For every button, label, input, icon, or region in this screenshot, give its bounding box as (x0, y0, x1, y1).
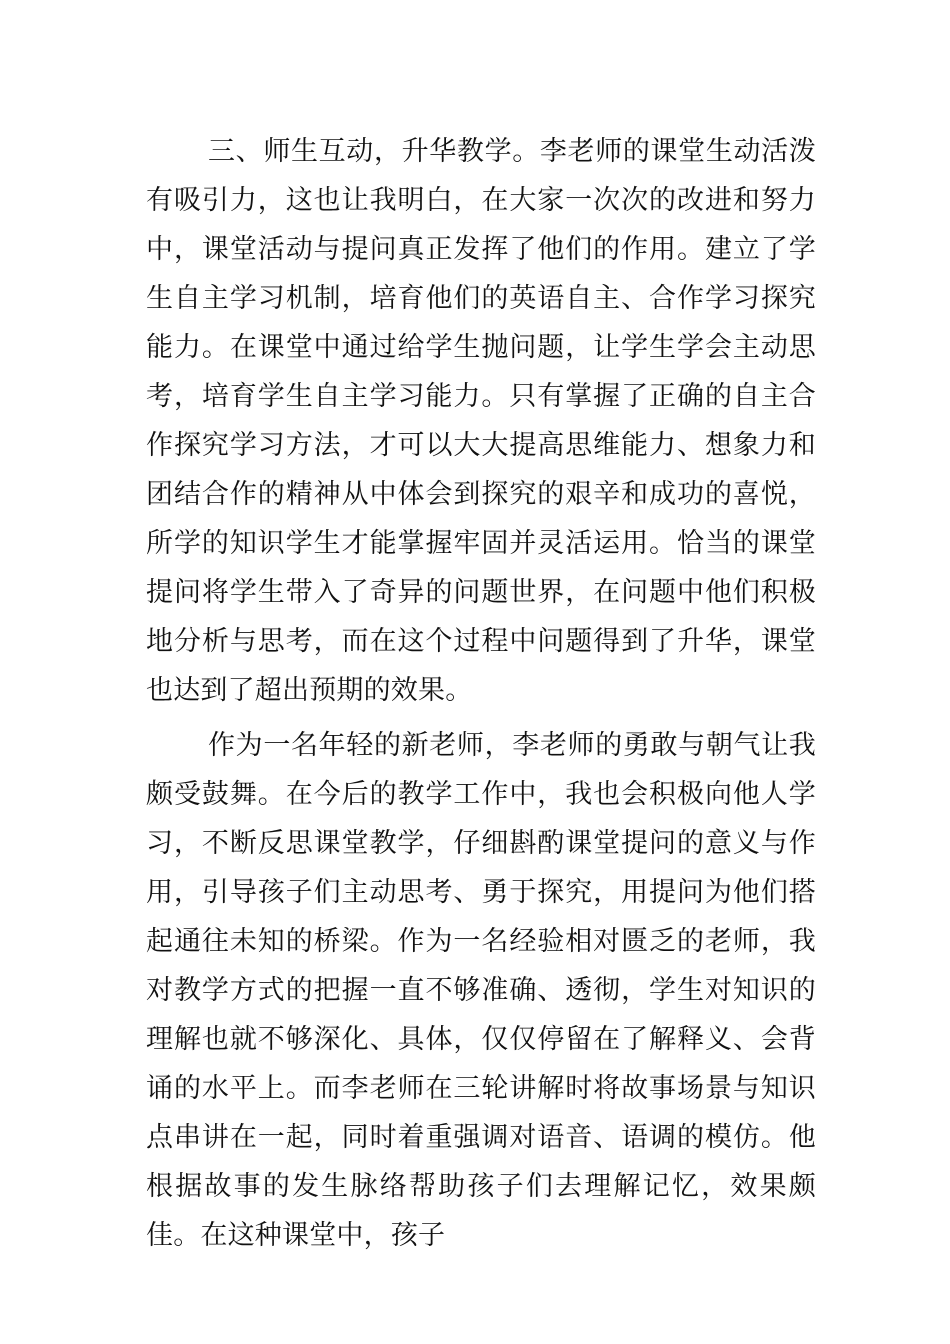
body-paragraph-interaction: 三、师生互动，升华教学。李老师的课堂生动活泼有吸引力，这也让我明白，在大家一次次的改进和努力中，课堂活动与提问真正发挥了他们的作用。建立了学生自主学习机制，培育他们的英语自主、合作学习探究能力。在课堂中通过给学生抛问题，让学生学会主动思考，培育学生自主学习能力。只有掌握了正确的自主合作探究学习方法，才可以大大提高思维能力、想象力和团结合作的精神从中体会到探究的艰辛和成功的喜悦，所学的知识学生才能掌握牢固并灵活运用。恰当的课堂提问将学生带入了奇异的问题世界，在问题中他们积极地分析与思考，而在这个过程中问题得到了升华，课堂也达到了超出预期的效果。 (146, 136, 816, 706)
body-paragraph-reflection: 作为一名年轻的新老师，李老师的勇敢与朝气让我颇受鼓舞。在今后的教学工作中，我也会积极向他人学习，不断反思课堂教学，仔细斟酌课堂提问的意义与作用，引导孩子们主动思考、勇于探究，用提问为他们搭起通往未知的桥梁。作为一名经验相对匮乏的老师，我对教学方式的把握一直不够准确、透彻，学生对知识的理解也就不够深化、具体，仅仅停留在了解释义、会背诵的水平上。而李老师在三轮讲解时将故事场景与知识点串讲在一起，同时着重强调对语音、语调的模仿。他根据故事的发生脉络帮助孩子们去理解记忆，效果颇佳。在这种课堂中，孩子 (146, 730, 816, 1251)
